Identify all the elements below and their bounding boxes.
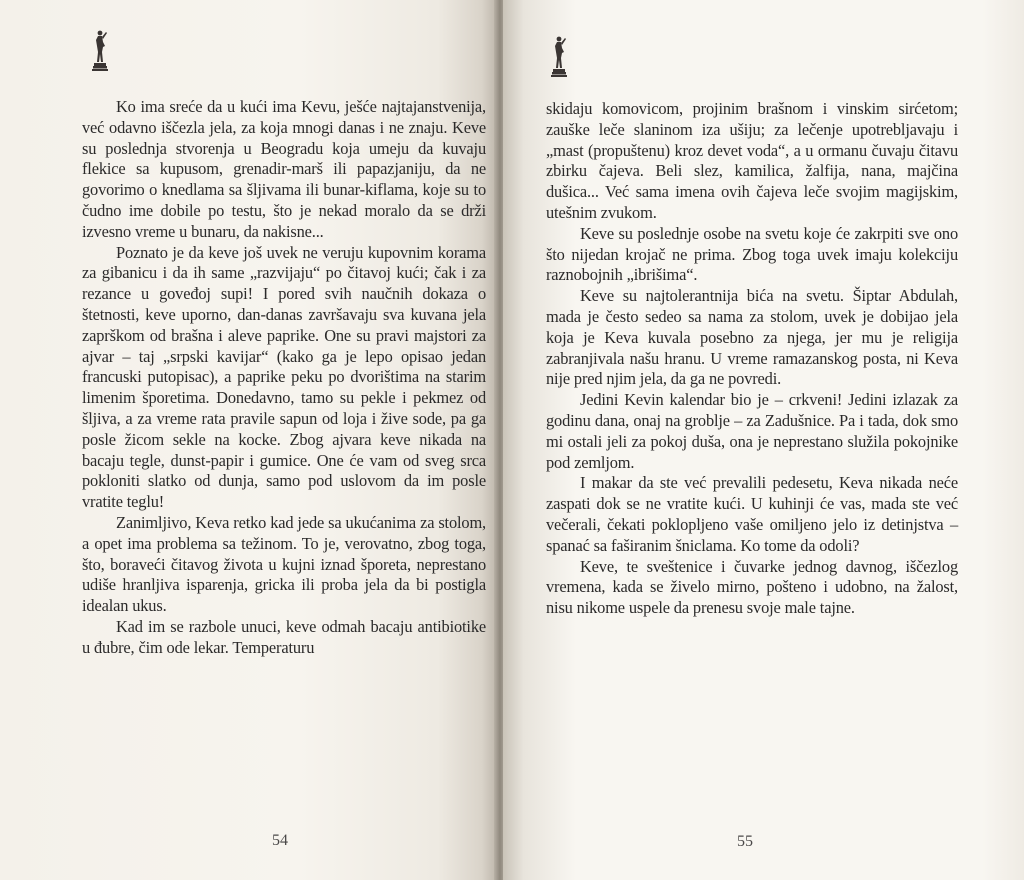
paragraph: Keve su poslednje osobe na svetu koje će zakrpiti sve ono što nijedan krojač ne prima. Zbog toga uvek imaju kolekciju raznobojnih „ibrišima“.	[546, 223, 958, 285]
page-number: 54	[272, 832, 288, 849]
paragraph: Zanimljivo, Keva retko kad jede sa ukućanima za stolom, a opet ima problema sa težinom. To je, verovatno, zbog toga, što, boraveći čitavog života u kujni iznad šporeta, neprestano udiše hranljiva isparenja, gricka ili proba jela da bi postigla idealan ukus.	[82, 512, 486, 616]
paragraph: I makar da ste već prevalili pedesetu, Keva nikada neće zaspati dok se ne vratite kući. U kuhinji će vas, mada ste već večerali, čekati poklopljeno vaše omiljeno jelo iz detinjstva – spanać sa faširanim šniclama. Ko tome da odoli?	[546, 473, 958, 555]
paragraph: Keve su najtolerantnija bića na svetu. Šiptar Abdulah, mada je često sedeo sa nama za stolom, uvek je dobijao jela koja je Keva kuvala posebno za njega, jer mu je religija zabranjivala našu hranu. U vreme ramazanskog posta, ni Keva nije pred njim jela, da ga ne povredi.	[546, 286, 958, 389]
right-page	[503, 0, 1024, 880]
paragraph: Jedini Kevin kalendar bio je – crkveni! Jedini izlazak za godinu dana, onaj na groblje – za Zadušnice. Pa i tada, dok smo mi ostali jeli za pokoj duša, ona je neprestano služila pokojnike pod zemljom.	[546, 390, 958, 472]
statue-emblem-icon	[549, 34, 569, 84]
page-number: 55	[737, 833, 753, 850]
statue-emblem-icon	[90, 28, 110, 78]
right-page-text	[546, 99, 958, 619]
left-page	[0, 0, 497, 880]
paragraph: Poznato je da keve još uvek ne veruju kupovnim korama za gibanicu i da ih same „razvijaju“ po čitavoj kući; čak i za rezance u goveđoj supi! I pored svih naučnih dokaza o štetnosti, keve uporno, dan-danas završavaju sva kuvana jela zaprškom od brašna i aleve paprike. One su pravi majstori za ajvar – taj „srpski kavijar“ (kako ga je lepo opisao jedan francuski putopisac), a paprike peku po dvorištima na starim limenim šporetima. Donedavno, tamo su pekle i pekmez od šljiva, a za vreme rata pravile sapun od loja i žive sode, pa ga posle žicom sekle na kocke. Zbog ajvara keve nikada na bacaju tegle, dunst-papir i gumice. One će vam od sveg srca pokloniti slatko od dunja, samo pod uslovom da im posle vratite teglu!	[82, 242, 486, 512]
paragraph: Keve, te sveštenice i čuvarke jednog davnog, iščezlog vremena, kada se živelo mirno, pošteno i udobno, na žalost, nisu nikome uspele da prenesu svoje male tajne.	[546, 556, 958, 618]
paragraph: Ko ima sreće da u kući ima Kevu, ješće najtajanstvenija, već odavno iščezla jela, za koja mnogi danas i ne znaju. Keve su poslednja stvorenja u Beogradu koja umeju da kuvaju flekice sa kupusom, grenadir-marš ili papazjaniju, da ne govorimo o knedlama sa šljivama ili bunar-kiflama, koje su to čudno ime dobile po testu, što je nekad moralo da se drži izvesno vreme u bunaru, da nakisne...	[82, 97, 486, 241]
paragraph: Kad im se razbole unuci, keve odmah bacaju antibiotike u đubre, čim ode lekar. Temperaturu	[82, 616, 486, 657]
left-page-text	[82, 97, 486, 659]
paragraph: skidaju komovicom, projinim brašnom i vinskim sirćetom; zauške leče slaninom iza ušiju; za lečenje upotrebljavaju i „mast (propuštenu) kroz devet voda“, a u ormanu čuvaju čitavu zbirku čajeva. Beli slez, kamilica, žalfija, nana, majčina dušica... Već sama imena ovih čajeva leče svojim magijskim, utešnim zvukom.	[546, 99, 958, 222]
